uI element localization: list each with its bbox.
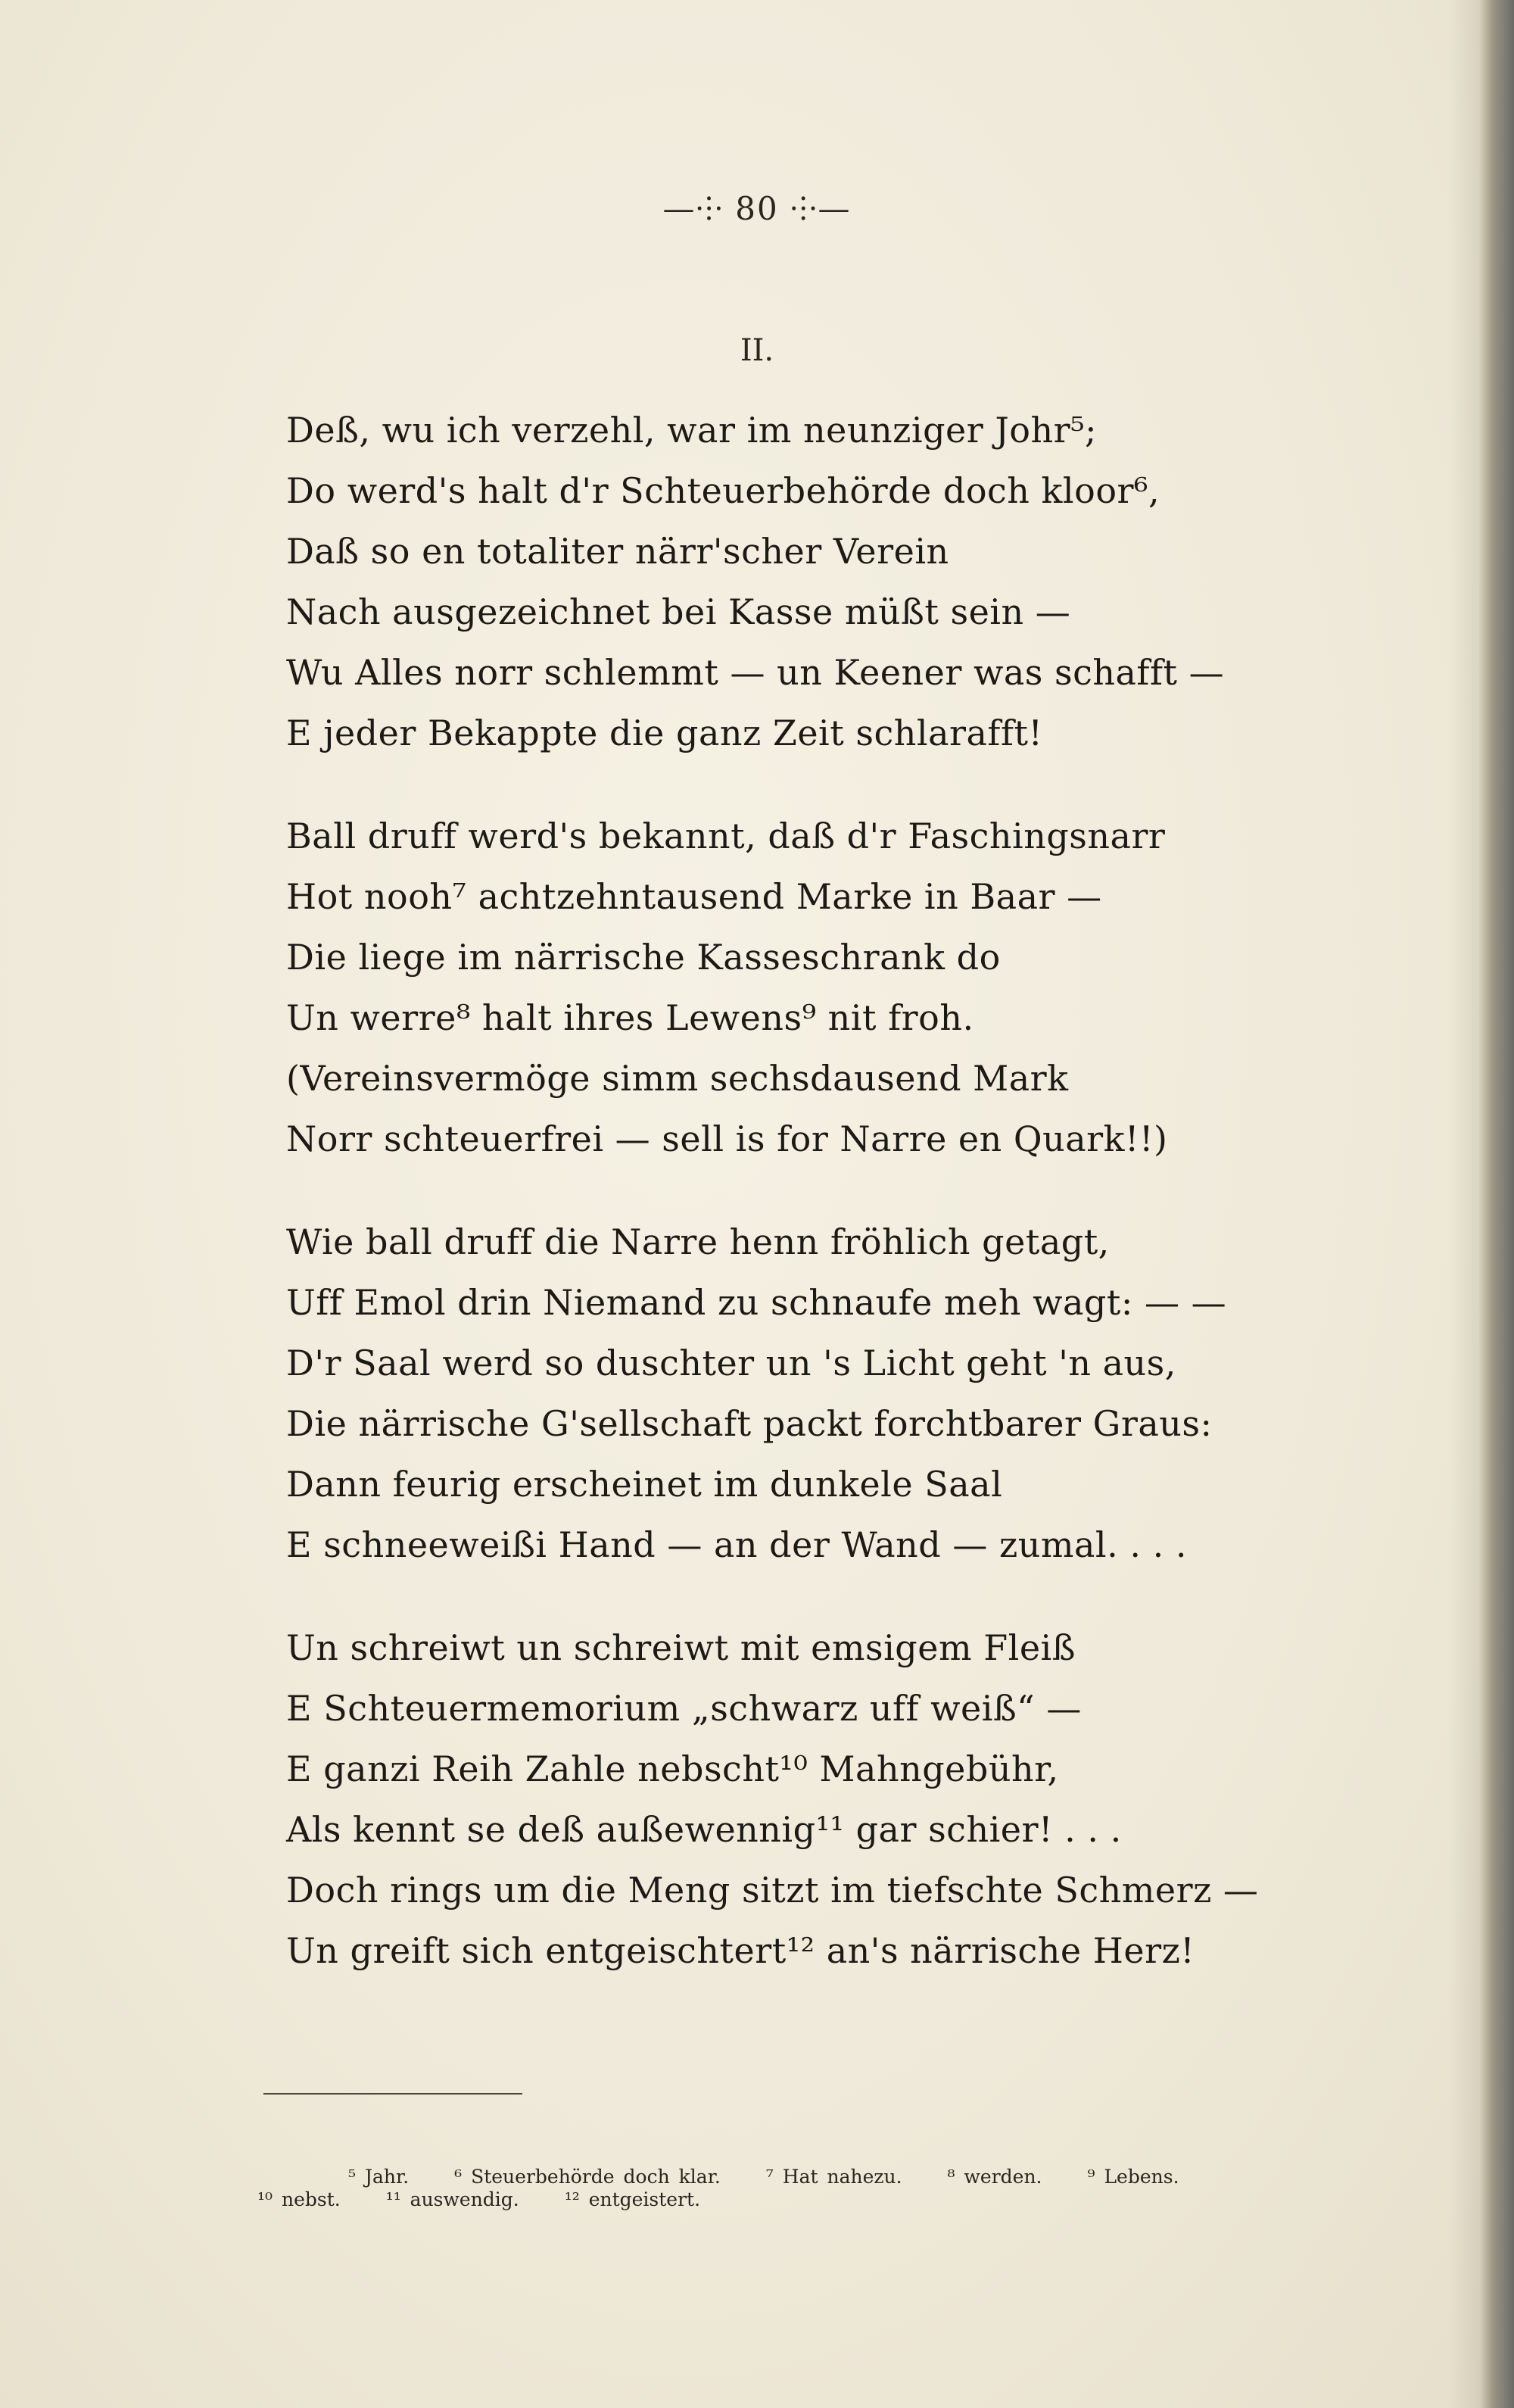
footnotes <box>257 2166 1347 2211</box>
verse-line: Deß, wu ich verzehl, war im neunziger Johr⁵; <box>286 410 1098 451</box>
footnote-5: ⁵ Jahr. <box>348 2166 410 2188</box>
footnote-row <box>257 2166 1347 2188</box>
verse-line: Nach ausgezeichnet bei Kasse müßt sein — <box>286 591 1071 632</box>
stanza-2 <box>286 806 1361 1169</box>
verse-line: (Vereinsvermöge simm sechsdausend Mark <box>286 1058 1069 1099</box>
footnote-row <box>257 2188 1347 2211</box>
footnote-7: ⁷ Hat nahezu. <box>765 2166 902 2188</box>
verse-line: E ganzi Reih Zahle nebscht¹⁰ Mahngebühr, <box>286 1748 1059 1789</box>
footnote-12: ¹² entgeistert. <box>564 2188 701 2210</box>
verse-line: E Schteuermemorium „schwarz uff weiß“ — <box>286 1688 1082 1729</box>
verse-line: E schneeweißi Hand — an der Wand — zumal. . . . <box>286 1524 1187 1565</box>
verse-line: Die liege im närrische Kasseschrank do <box>286 937 1001 978</box>
verse-line: Uff Emol drin Niemand zu schnaufe meh wagt: — — <box>286 1282 1227 1323</box>
stanza-1 <box>286 400 1361 763</box>
verse-line: Dann feurig erscheinet im dunkele Saal <box>286 1464 1003 1505</box>
section-numeral: II. <box>740 333 774 368</box>
verse-line: E jeder Bekappte die ganz Zeit schlarafft! <box>286 713 1043 753</box>
stanza-4 <box>286 1617 1361 1981</box>
verse-line: Die närrische G'sellschaft packt forchtbarer Graus: <box>286 1403 1213 1444</box>
verse-line: Un werre⁸ halt ihres Lewens⁹ nit froh. <box>286 997 974 1038</box>
verse-line: Hot nooh⁷ achtzehntausend Marke in Baar — <box>286 876 1102 917</box>
verse-line: Wu Alles norr schlemmt — un Keener was schafft — <box>286 652 1225 693</box>
footnote-divider <box>263 2093 522 2095</box>
verse-line: D'r Saal werd so duschter un 's Licht geht 'n aus, <box>286 1343 1176 1383</box>
verse-line: Un greift sich entgeischtert¹² an's närrische Herz! <box>286 1930 1195 1971</box>
footnote-11: ¹¹ auswendig. <box>385 2188 519 2210</box>
footnote-9: ⁹ Lebens. <box>1087 2166 1179 2188</box>
stanza-3 <box>286 1212 1361 1575</box>
footnote-6: ⁶ Steuerbehörde doch klar. <box>454 2166 721 2188</box>
verse-line: Als kennt se deß außewennig¹¹ gar schier! . . . <box>286 1809 1122 1850</box>
footnote-10: ¹⁰ nebst. <box>257 2188 341 2210</box>
poem <box>286 400 1361 2023</box>
verse-line: Norr schteuerfrei — sell is for Narre en Quark!!) <box>286 1118 1168 1159</box>
verse-line: Daß so en totaliter närr'scher Verein <box>286 531 949 572</box>
verse-line: Do werd's halt d'r Schteuerbehörde doch kloor⁶, <box>286 470 1160 511</box>
verse-line: Doch rings um die Meng sitzt im tiefschte Schmerz — <box>286 1870 1259 1910</box>
page-number: —⸭ 80 ⸭— <box>662 190 852 227</box>
verse-line: Wie ball druff die Narre henn fröhlich getagt, <box>286 1221 1110 1262</box>
footnote-8: ⁸ werden. <box>947 2166 1042 2188</box>
verse-line: Un schreiwt un schreiwt mit emsigem Fleiß <box>286 1627 1076 1668</box>
verse-line: Ball druff werd's bekannt, daß d'r Faschingsnarr <box>286 816 1166 856</box>
